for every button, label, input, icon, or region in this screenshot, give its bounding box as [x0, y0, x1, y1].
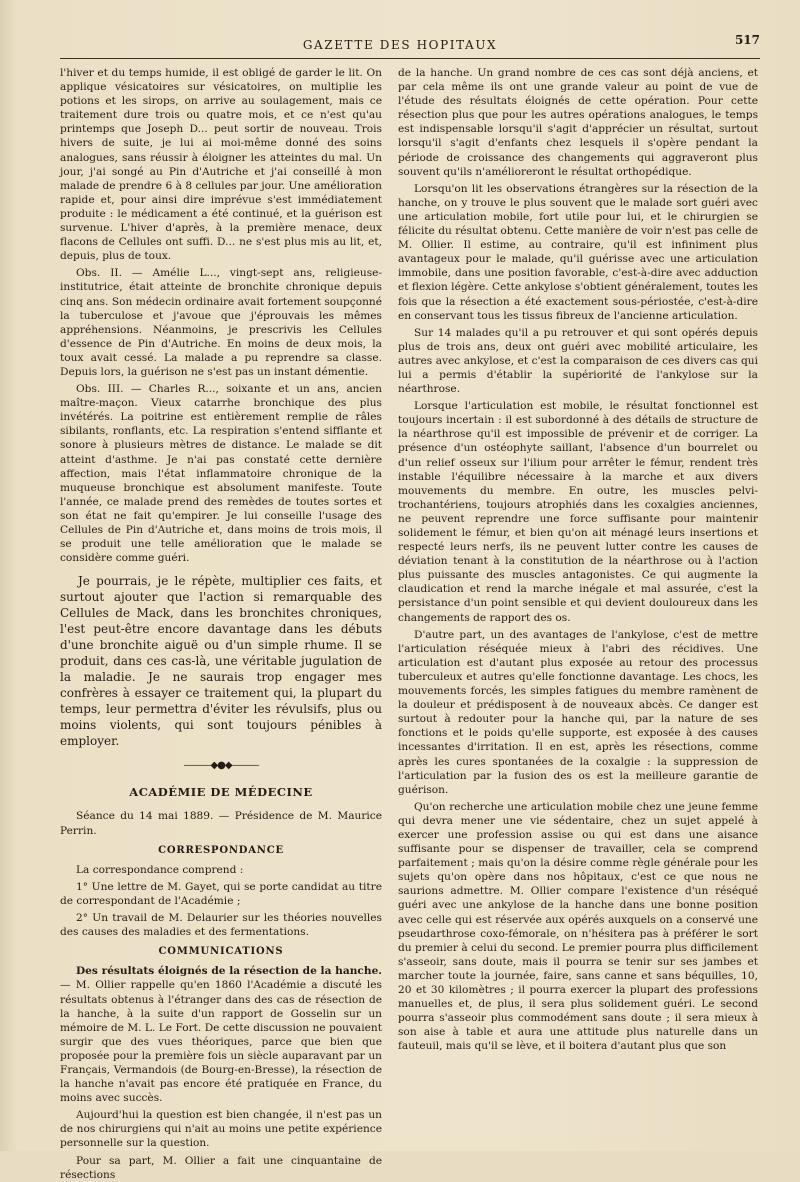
correspondance-intro: La correspondance comprend :: [76, 863, 244, 876]
communication-paragraph: [60, 964, 382, 1105]
paragraph: l'hiver et du temps humide, il est obligé de garder le lit. On applique vésicatoires sur vésicatoires, on multiplie les potions et les sirops, on arrive au soulagement, mais ce traitement dure trois ou quatre mois, et ce n'est qu'au printemps que Joseph D... peut sortir de nouveau. Trois hivers de suite, je lui ai moi-même donné des soins analogues, sans réussir à éloigner les atteintes du mal. Un jour, j'ai songé au Pin d'Autriche et j'ai conseillé à mon malade de prendre 6 à 8 cellules par jour. Une amélioration rapide et, pour ainsi dire imprévue s'est immédiatement produite : le médicament a été continué, et la guérison est survenue. L'hiver d'après, à la première menace, deux flacons de Cellules ont suffi. D... ne s'est plus mis au lit, et, depuis, plus de toux.: [60, 67, 382, 263]
observation-3: Obs. III. — Charles R..., soixante et un ans, ancien maître-maçon. Vieux catarrhe bronchique des plus invétérés. La poitrine est entièrement remplie de râles sibilants, ronflants, etc. La respiration s'entend sifflante et sonore à plusieurs mètres de distance. Le malade se dit atteint d'asthme. Je n'ai pas constaté cette dernière affection, mais l'état inflammatoire chronique de la muqueuse bronchique est absolument manifeste. Toute l'année, ce malade prend des remèdes de toutes sortes et son état ne fait qu'empirer. Je lui conseille l'usage des Cellules de Pin d'Autriche et, dans moins de trois mois, il se produit une telle amélioration que le malade se considère comme guéri.: [60, 383, 382, 565]
academy-title: ACADÉMIE DE MÉDECINE: [129, 785, 313, 800]
paragraph: Sur 14 malades qu'il a pu retrouver et qui sont opérés depuis plus de trois ans, deux ont guéri avec mobilité articulaire, les autres avec ankylose, et c'est la comparaison de ces divers cas qui lui a permis d'établir la supériorité de l'ankylose sur la néarthrose.: [398, 326, 758, 396]
paragraph: Lorsque l'articulation est mobile, le résultat fonctionnel est toujours incertain : il est subordonné à des détails de structure de la néarthrose qu'il est impossible de prévenir et de corriger. La présence d'un ostéophyte saillant, l'absence d'un bourrelet ou d'un relief osseux sur l'ilium pour arrêter le fémur, rendent très instable l'équilibre nécessaire à la marche et aux divers mouvements du membre. En outre, les muscles pelvi-trochantériens, toujours atrophiés dans les coxalgies anciennes, ne peuvent reprendre une force suffisante pour maintenir solidement le fémur, et bien qu'on ait ménagé leurs insertions et respecté leurs nerfs, ils ne peuvent lutter contre les causes de déviation tenant à la constitution de la néarthrose ou à l'action plus puissante des muscles antagonistes. Ce qui augmente la claudication et rend la marche inégale et mal assurée, c'est la persistance d'un point sensible et qui devient douloureux dans les changements de rapport des os.: [398, 400, 758, 624]
communication-lead: Des résultats éloignés de la résection de la hanche.: [76, 965, 382, 978]
running-header: GAZETTE DES HOPITAUX: [302, 38, 498, 52]
seance-line: Séance du 14 mai 1889. — Présidence de M. Maurice Perrin.: [60, 810, 382, 837]
page-number: 517: [734, 33, 760, 47]
correspondance-item-1: 1° Une lettre de M. Gayet, qui se porte candidat au titre de correspondant de l'Académie ;: [60, 880, 382, 907]
conclusion-paragraph: Je pourrais, je le répète, multiplier ces faits, et surtout ajouter que l'action si remarquable des Cellules de Mack, dans les bronchites chroniques, l'est peut-être encore davantage dans les débuts d'une bronchite aiguë ou d'un simple rhume. Il se produit, dans ces cas-là, une véritable jugulation de la maladie. Je ne saurais trop engager mes confrères à essayer ce traitement qui, la plupart du temps, leur permettra d'éviter les révulsifs, plus ou moins violents, qui sont toujours pénibles à employer.: [60, 574, 382, 749]
conclusion-block: [60, 573, 382, 749]
header-rule: [60, 58, 760, 59]
paragraph: de la hanche. Un grand nombre de ces cas sont déjà anciens, et par cela même ils ont une grande valeur au point de vue de l'étude des résultats éloignés de cette opération. Pour cette résection plus que pour les autres opérations analogues, le temps est indispensable lorsqu'il s'agit d'apprécier un résultat, surtout lorsqu'il s'agit d'enfants chez lesquels il s'opère pendant la période de croissance des changements qui aggraveront plus souvent qu'ils n'amélioreront le résultat orthopédique.: [398, 67, 758, 178]
observation-2: Obs. II. — Amélie L..., vingt-sept ans, religieuse-institutrice, était atteinte de bronchite chronique depuis cinq ans. Son médecin ordinaire avait fortement soupçonné la tuberculose et j'avoue que j'éprouvais les mêmes appréhensions. Néanmoins, je prescrivis les Cellules d'essence de Pin d'Autriche. En moins de deux mois, la toux avait cessé. La malade a pu reprendre sa classe. Depuis lors, la guérison ne s'est pas un instant démentie.: [60, 267, 382, 378]
correspondance-item-2: 2° Un travail de M. Delaurier sur les théories nouvelles des causes des maladies et des fermentations.: [60, 912, 382, 939]
paragraph: D'autre part, un des avantages de l'ankylose, c'est de mettre l'articulation réséquée mieux à l'abri des récidives. Une articulation est d'autant plus exposée au retour des processus tuberculeux et autres qu'elle fonctionne davantage. Les chocs, les mouvements forcés, les simples fatigues du membre ramènent de la douleur et prédisposent à de nouveaux abcès. Ce danger est surtout à redouter pour la hanche qui, par la nature de ses fonctions et le poids qu'elle supporte, est exposée à des causes incessantes d'irritation. Il en est, après les résections, comme après les cures spontanées de la coxalgie : la suppression de l'articulation par la fusion des os est la meilleure garantie de guérison.: [398, 628, 758, 796]
paragraph: Pour sa part, M. Ollier a fait une cinquantaine de résections: [60, 1154, 382, 1181]
section-divider: ———◆●◆———: [183, 760, 259, 772]
paragraph: Aujourd'hui la question est bien changée, il n'est pas un de nos chirurgiens qui n'ait au moins une petite expérience personnelle sur la question.: [60, 1109, 382, 1150]
left-column: [60, 66, 382, 1182]
communications-heading: COMMUNICATIONS: [158, 946, 284, 958]
correspondance-heading: CORRESPONDANCE: [158, 844, 284, 856]
paragraph: Lorsqu'on lit les observations étrangères sur la résection de la hanche, on y trouve le plus souvent que le malade sort guéri avec une articulation mobile, fort utile pour lui, et le chirurgien se félicite du résultat obtenu. Cette manière de voir n'est pas celle de M. Ollier. Il estime, au contraire, qu'il est infiniment plus avantageux pour le malade, qu'il guérisse avec une articulation immobile, dans une position favorable, c'est-à-dire avec adduction et flexion légère. Cette ankylose s'obtient généralement, toutes les fois que la résection a été exactement sous-périostée, c'est-à-dire en conservant tous les tissus fibreux de l'ancienne articulation.: [398, 182, 758, 322]
communication-text: — M. Ollier rappelle qu'en 1860 l'Académie a discuté les résultats obtenus à l'étranger dans des cas de résection de la hanche, à la suite d'un rapport de Gosselin sur un mémoire de M. L. Le Fort. De cette discussion ne pouvaient surgir que des vues théoriques, parce que bien que proposée pour la première fois un siècle auparavant par un Français, Vermandois (de Bourg-en-Bresse), la résection de la hanche n'avait pas encore été pratiquée en France, du moins avec succès.: [60, 979, 382, 1105]
paragraph: Qu'on recherche une articulation mobile chez une jeune femme qui devra mener une vie sédentaire, chez un sujet appelé à exercer une profession assise ou qui est dans une aisance suffisante pour se dispenser de travailler, cela se comprend parfaitement ; mais qu'on la désire comme règle générale pour les sujets qu'on opère dans nos hôpitaux, c'est ce que nous ne saurions admettre. M. Ollier compare l'existence d'un réséqué guéri avec une ankylose de la hanche dans une bonne position avec celle qui est réservée aux opérés auxquels on a conservé une pseudarthrose coxo-fémorale, on n'hésitera pas à préférer le sort du premier à celui du second. Le premier pourra plus difficilement s'asseoir, sans doute, mais il pourra se tenir sur ses jambes et marcher toute la journée, faire, sans canne et sans béquilles, 10, 20 et 30 kilomètres ; il pourra exercer la plupart des professions manuelles et, de plus, il sera plus solidement guéri. Le second pourra s'asseoir plus commodément sans doute ; il sera mieux à son aise à table et aura une attitude plus naturelle dans un fauteuil, mais qu'il se lève, et il boitera d'autant plus que son: [398, 800, 758, 1053]
right-column: [398, 66, 758, 1053]
